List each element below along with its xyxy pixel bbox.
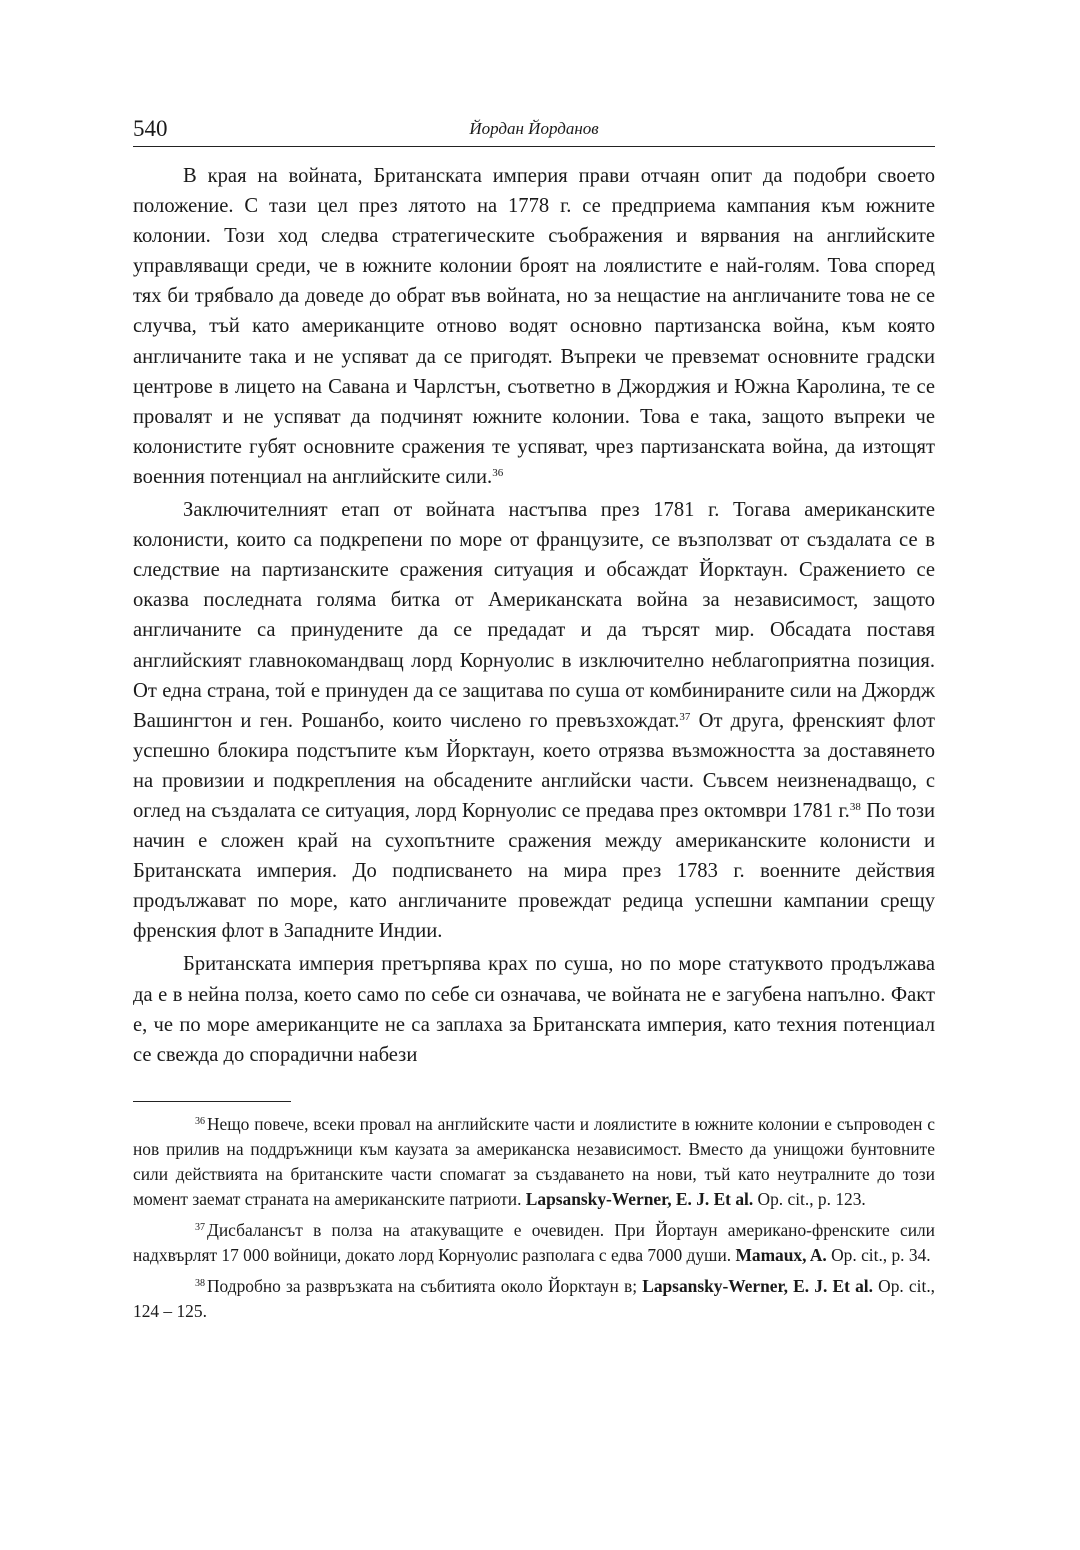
footnote-author: Lapsansky-Werner, E. J. Et al. (642, 1275, 873, 1296)
footnote-text: Нещо повече, всеки провал на английските части и лоялистите в южните колонии е съпроводен с нов прилив на поддръжници към каузата за американска независимост. Вместо да унищожи бунтовните сили действията на британските части спомагат за създаването на нови, тъй като неутралните до този момент заемат страната на американските патриоти. (133, 1113, 935, 1209)
body-text (133, 161, 935, 1070)
paragraph-text: Заключителният етап от войната настъпва през 1781 г. Тогава американските колонисти, които са подкрепени по море от французите, се възползват от създалата се в следствие на партизанските сражения ситуация и обсаждат Йорктаун. Сражението се оказва последната голяма битка от Американската война за независимост, защото англичаните са принудените да се предадат и да търсят мир. Обсадата поставя английският главнокомандващ лорд Корнуолис в изключително неблагоприятна позиция. От една страна, той е принуден да се защитава по суша от комбинираните сили на Джордж Вашингтон и ген. Рошанбо, които числено го превъзхождат. (133, 499, 935, 732)
footnotes (133, 1112, 935, 1324)
paragraph-text: Британската империя претърпява крах по суша, но по море статуквото продължава да е в нейна полза, което само по себе си означава, че войната не е загубена напълно. Факт е, че по море американците не са заплаха за Британската империя, като техния потенциал се свежда до спорадични набези (133, 953, 935, 1066)
footnote (133, 1218, 935, 1268)
running-head: Йордан Йорданов (469, 119, 599, 138)
footnote-reference: Op. cit., p. 123. (753, 1188, 866, 1209)
paragraph (133, 161, 935, 492)
footnote-ref[interactable]: 37 (679, 710, 691, 723)
page-number: 540 (133, 116, 168, 141)
footnote-author: Lapsansky-Werner, E. J. Et al. (525, 1188, 754, 1209)
footnote-number: 36 (195, 1115, 205, 1127)
footnote-number: 38 (195, 1277, 205, 1289)
page-header (133, 110, 935, 147)
footnote-divider (133, 1101, 291, 1102)
footnote-ref[interactable]: 36 (492, 466, 504, 479)
footnote-reference: Op. cit., 124 – 125. (133, 1275, 936, 1321)
footnote-text: Дисбалансът в полза на атакуващите е очевиден. При Йортаун американо-френските сили надхвърлят 17 000 войници, докато лорд Корнуолис разполага с едва 7000 души. (133, 1219, 935, 1265)
footnote-reference: Op. cit., p. 34. (826, 1244, 931, 1265)
paragraph (133, 495, 935, 946)
paragraph-text: В края на войната, Британската империя прави отчаян опит да подобри своето положение. С тази цел през лятото на 1778 г. се предприема кампания към южните колонии. Този ход следва стратегическите съображения и вярвания на английските управляващи среди, че в южните колонии броят на лоялистите е най-голям. Това според тях би трябвало да доведе до обрат във войната, но за нещастие на англичаните това не се случва, тъй като американците отново водят основно партизанска война, към която англичаните така и не успяват да се пригодят. Въпреки че превземат основните градски центрове в лицето на Савана и Чарлстън, съответно в Джорджия и Южна Каролина, те се провалят и не успяват да подчинят южните колонии. Това е така, защото въпреки че колонистите губят основните сражения те успяват, чрез партизанската война, да изтощят военния потенциал на английските сили. (133, 165, 935, 488)
paragraph-text: От друга, френският флот успешно блокира подстъпите към Йорктаун, което отрязва възможността за доставянето на провизии и подкрепления на обсадените английски части. Съвсем неизненадващо, с оглед на създалата се ситуация, лорд Корнуолис се предава през октомври 1781 г. (133, 709, 935, 822)
footnote-number: 37 (195, 1221, 205, 1233)
footnote-text: Подробно за развръзката на събитията около Йорктаун в; (207, 1275, 643, 1296)
paragraph-text: По този начин е сложен край на сухопътните сражения между американските колонисти и Британската империя. До подписването на мира през 1783 г. военните действия продължават по море, като англичаните провеждат редица успешни кампании срещу френския флот в Западните Индии. (133, 799, 935, 943)
footnote (133, 1274, 935, 1324)
footnote-ref[interactable]: 38 (849, 800, 861, 813)
footnote-author: Mamaux, A. (735, 1244, 827, 1265)
paragraph (133, 949, 935, 1069)
page (133, 110, 935, 1324)
footnote (133, 1112, 935, 1212)
